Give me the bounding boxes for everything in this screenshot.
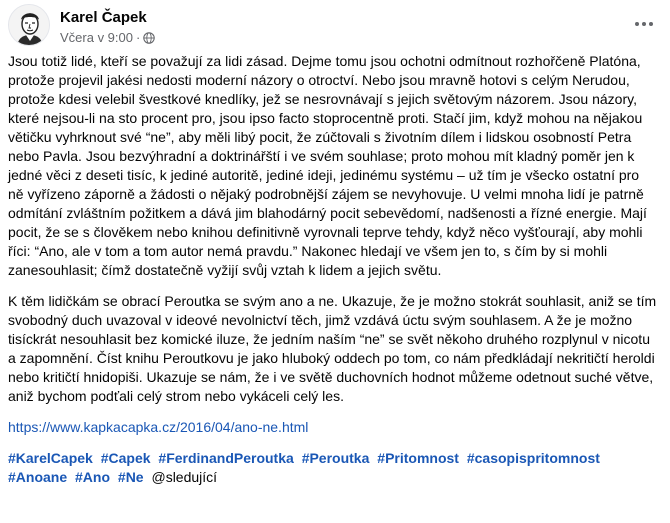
hashtag-capek[interactable]: #Capek: [100, 450, 151, 466]
more-options-button[interactable]: [632, 14, 656, 34]
post-time[interactable]: Včera v 9:00: [60, 30, 133, 45]
post-body: [8, 52, 658, 487]
author-name[interactable]: Karel Čapek: [60, 9, 147, 26]
hashtag-pritomnost[interactable]: #Pritomnost: [377, 450, 459, 466]
hashtag-ano[interactable]: #Ano: [75, 469, 111, 485]
post-paragraph-1: Jsou totiž lidé, kteří se považují za lidi zásad. Dejme tomu jsou ochotni odmítnout rozhořčeně Platóna, protože projevil jakési nedosti moderní názory o otroctví. Nebo jsou mravně hotovi s celým Nerudou, protože kdesi velebil švestkové knedlíky, jež se nesrovnávají s jejich světovým názorem. Jsou názory, které nejsou-li na sto procent pro, jsou ipso facto stoprocentně proti. Stačí jim, když mohou na nějakou větičku vyhrknout své “ne”, aby měli libý pocit, že zúčtovali s životním dílem i lidskou osobností Petra nebo Pavla. Jsou bezvýhradní a doktrinářští i ve svém souhlase; proto mohou mít kladný poměr jen k jedné věci z deseti tisíc, k jediné autoritě, jediné ideji, jedinému systému – už tím je všecko ostatní pro ně vyřízeno záporně a žádosti o nějaký podrobnější zájem se nevyhovuje. U velmi mnoha lidí je patrně odmítání zvláštním požitkem a dává jim blahodárný pocit sebevědomí, nadšenosti a řízné energie. Mají pocit, že se s člověkem nebo knihou definitivně vyrovnali teprve tehdy, když něco vyšťourají, aby mohli říci: “Ano, ale v tom a tom autor nemá pravdu.” Nakonec hledají ve všem jen to, s čím by si mohli zanesouhlasit; čímž dostatečně vyžijí svůj vztah k lidem a jejich světu.: [8, 53, 647, 278]
hashtag-anoane[interactable]: #Anoane: [8, 469, 68, 485]
hashtag-peroutka[interactable]: #Peroutka: [301, 450, 370, 466]
more-horizontal-icon: [635, 22, 639, 26]
hashtag-karelcapek[interactable]: #KarelCapek: [8, 450, 93, 466]
hashtag-ferdinandperoutka[interactable]: #FerdinandPeroutka: [158, 450, 294, 466]
avatar[interactable]: [8, 4, 50, 46]
post-link-paragraph: [8, 418, 658, 437]
post-header: [8, 4, 662, 48]
portrait-sketch-icon: [9, 5, 50, 46]
meta-separator: ·: [136, 30, 141, 45]
post-paragraph-2: K těm lidičkám se obrací Peroutka se svým ano a ne. Ukazuje, že je možno stokrát souhlasit, aniž se tím svobodný duch uvazoval v ideové nevolnictví těch, jimž vzdává úctu svým souhlasem. A že je možno tisíckrát nesouhlasit bez komické iluze, že jedním naším “ne” se svět někoho druhého rozplynul v nicotu a zapomnění. Číst knihu Peroutkovu je jako hluboký oddech po tom, co nám předkládají nekritičtí heroldi nebo kritičtí hnidopiši. Ukazuje se nám, že i ve světě duchovních hodnot můžeme odetnout suché větve, aniž bychom podťali celý strom nebo vykáceli celý les.: [8, 293, 657, 404]
hashtag-casopispritomnost[interactable]: #casopispritomnost: [466, 450, 600, 466]
hashtag-ne[interactable]: #Ne: [117, 469, 144, 485]
mention-followers[interactable]: @sledující: [151, 469, 218, 485]
post-meta: [60, 30, 155, 45]
post-link[interactable]: https://www.kapkacapka.cz/2016/04/ano-ne.html: [8, 419, 309, 435]
globe-icon[interactable]: [143, 32, 155, 44]
hashtag-list: [8, 449, 658, 487]
